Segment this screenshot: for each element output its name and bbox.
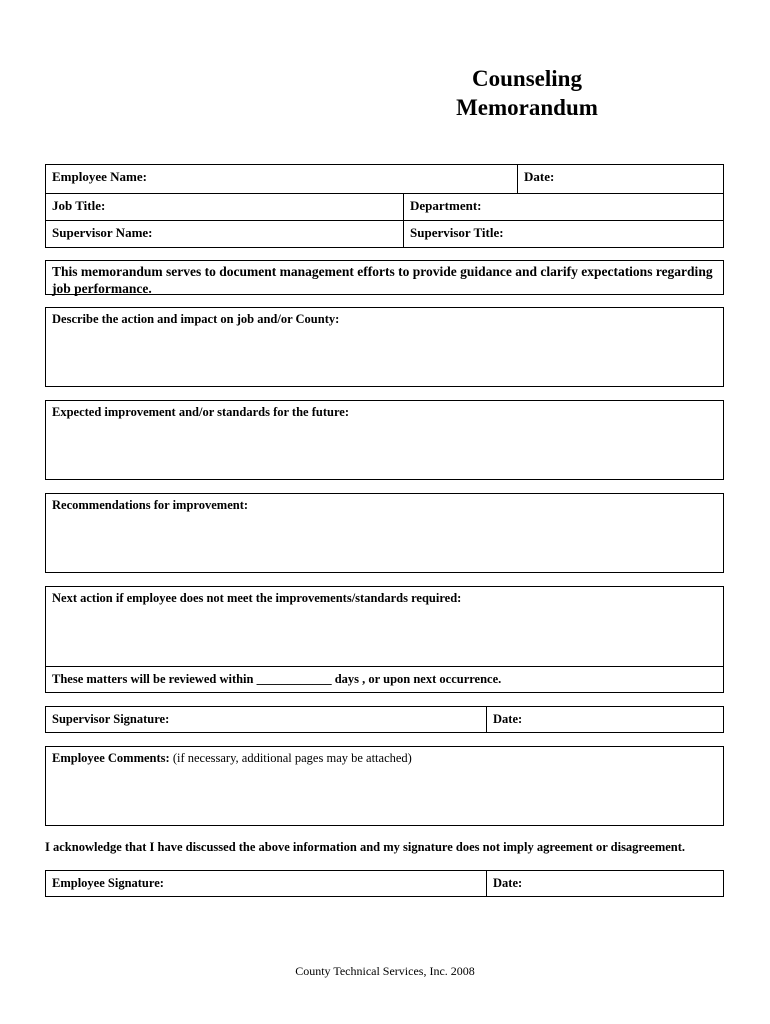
date-field[interactable] bbox=[517, 165, 723, 193]
footer-text: County Technical Services, Inc. 2008 bbox=[295, 964, 475, 978]
action-impact-label: Describe the action and impact on job and/or County: bbox=[52, 312, 340, 326]
recommendations-field[interactable] bbox=[45, 493, 724, 573]
memorandum-statement: This memorandum serves to document management efforts to provide guidance and clarify expectations regarding job performance. bbox=[45, 260, 724, 295]
action-impact-field[interactable] bbox=[45, 307, 724, 387]
date-label: Date: bbox=[524, 169, 555, 184]
job-title-field[interactable] bbox=[46, 194, 403, 220]
review-days-blank[interactable]: ____________ bbox=[256, 672, 332, 686]
employee-comments-heading bbox=[46, 747, 723, 766]
expected-improvement-label: Expected improvement and/or standards for the future: bbox=[52, 405, 349, 419]
supervisor-title-field[interactable] bbox=[403, 221, 723, 247]
employee-signature-date-label: Date: bbox=[493, 876, 523, 890]
title-line-2: Memorandum bbox=[456, 95, 598, 120]
next-action-label: Next action if employee does not meet the improvements/standards required: bbox=[52, 591, 462, 605]
employee-signature-label: Employee Signature: bbox=[52, 876, 164, 890]
department-field[interactable] bbox=[403, 194, 723, 220]
supervisor-signature-date-label: Date: bbox=[493, 712, 523, 726]
department-label: Department: bbox=[410, 198, 482, 213]
page-title bbox=[380, 64, 674, 122]
next-action-field[interactable] bbox=[46, 587, 723, 666]
employee-signature-table bbox=[45, 870, 724, 897]
review-suffix: days , or upon next occurrence. bbox=[334, 672, 502, 686]
supervisor-signature-label: Supervisor Signature: bbox=[52, 712, 170, 726]
supervisor-name-field[interactable] bbox=[46, 221, 403, 247]
supervisor-title-label: Supervisor Title: bbox=[410, 225, 504, 240]
employee-signature-field[interactable] bbox=[46, 871, 486, 896]
employee-comments-field[interactable] bbox=[45, 746, 724, 826]
job-title-label: Job Title: bbox=[52, 198, 106, 213]
review-period-row bbox=[46, 666, 723, 692]
review-period-text bbox=[46, 667, 507, 692]
employee-info-table bbox=[45, 164, 724, 248]
recommendations-label: Recommendations for improvement: bbox=[52, 498, 249, 512]
supervisor-signature-date-field[interactable] bbox=[486, 707, 723, 732]
supervisor-signature-field[interactable] bbox=[46, 707, 486, 732]
employee-signature-date-field[interactable] bbox=[486, 871, 723, 896]
employee-comments-note: (if necessary, additional pages may be attached) bbox=[172, 751, 412, 765]
review-prefix: These matters will be reviewed within bbox=[52, 672, 254, 686]
supervisor-name-label: Supervisor Name: bbox=[52, 225, 153, 240]
title-line-1: Counseling bbox=[472, 66, 582, 91]
employee-comments-label: Employee Comments: bbox=[52, 751, 170, 765]
employee-name-label: Employee Name: bbox=[52, 169, 147, 184]
expected-improvement-field[interactable] bbox=[45, 400, 724, 480]
employee-name-field[interactable] bbox=[46, 165, 517, 193]
next-action-section bbox=[45, 586, 724, 693]
supervisor-signature-table bbox=[45, 706, 724, 733]
acknowledgement-text: I acknowledge that I have discussed the above information and my signature does not imply agreement or disagreement. bbox=[45, 840, 686, 854]
